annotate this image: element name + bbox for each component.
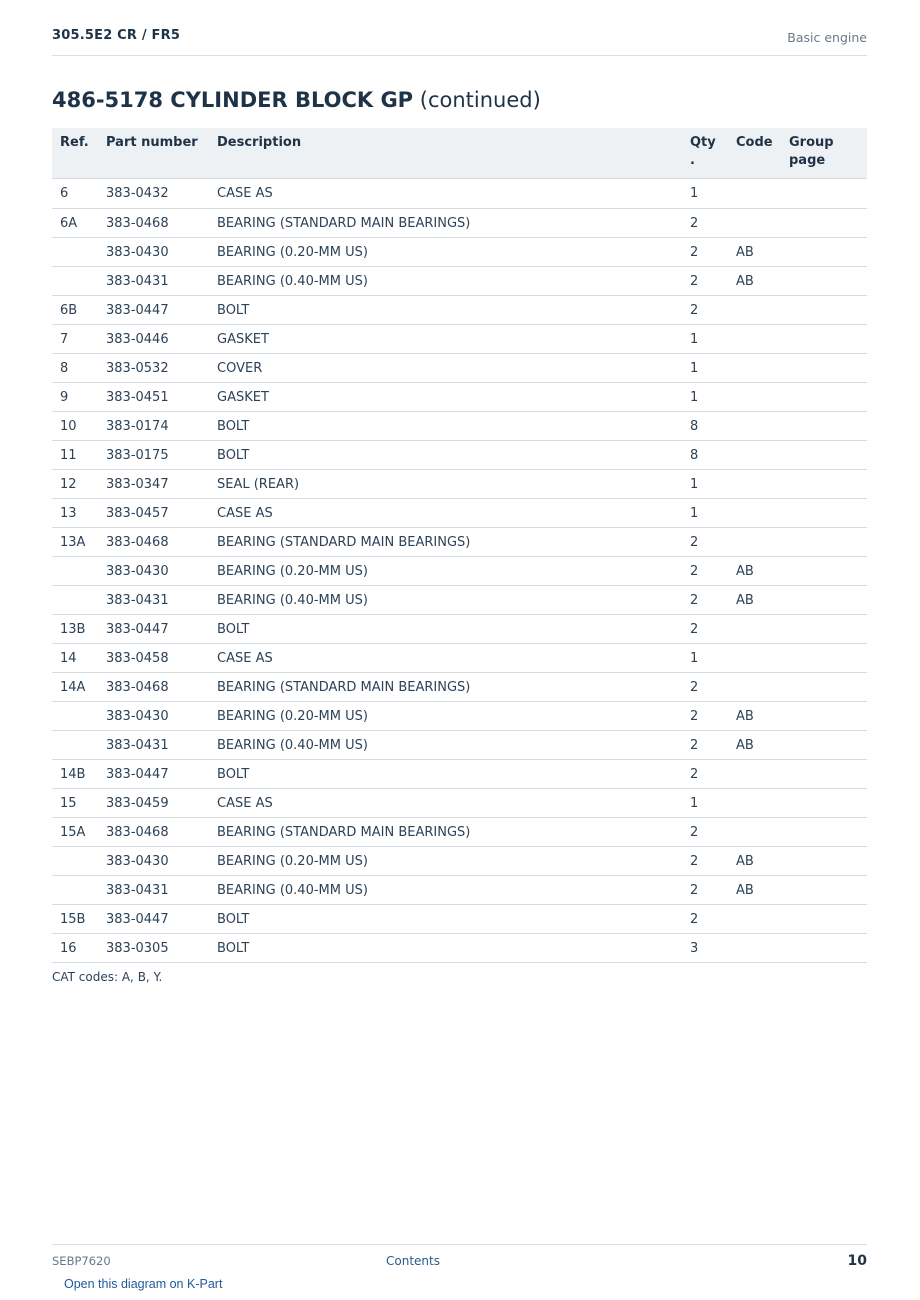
cell-group-page (781, 325, 867, 354)
cell-ref: 14B (52, 760, 98, 789)
cell-part-number: 383-0457 (98, 499, 209, 528)
cell-ref (52, 557, 98, 586)
column-header-code: Code (728, 128, 781, 179)
cell-part-number: 383-0459 (98, 789, 209, 818)
cell-code (728, 934, 781, 963)
cell-part-number: 383-0468 (98, 209, 209, 238)
cell-group-page (781, 905, 867, 934)
cell-ref: 14 (52, 644, 98, 673)
cell-part-number: 383-0430 (98, 238, 209, 267)
cell-part-number: 383-0468 (98, 818, 209, 847)
cell-code (728, 470, 781, 499)
table-row (52, 325, 867, 354)
cell-ref: 13 (52, 499, 98, 528)
cell-code (728, 441, 781, 470)
cell-group-page (781, 499, 867, 528)
cell-description: BEARING (0.20-MM US) (209, 702, 682, 731)
cell-ref: 7 (52, 325, 98, 354)
cell-part-number: 383-0532 (98, 354, 209, 383)
cell-description: CASE AS (209, 789, 682, 818)
cell-qty: 2 (682, 615, 728, 644)
cell-ref (52, 876, 98, 905)
cell-description: BOLT (209, 296, 682, 325)
cell-qty: 2 (682, 296, 728, 325)
cell-group-page (781, 267, 867, 296)
cell-description: CASE AS (209, 179, 682, 209)
table-row (52, 557, 867, 586)
cell-description: BOLT (209, 934, 682, 963)
table-row (52, 412, 867, 441)
cell-description: SEAL (REAR) (209, 470, 682, 499)
cell-code (728, 354, 781, 383)
cell-part-number: 383-0431 (98, 876, 209, 905)
cell-qty: 2 (682, 818, 728, 847)
cell-ref: 11 (52, 441, 98, 470)
cell-description: BOLT (209, 412, 682, 441)
cell-description: BEARING (0.20-MM US) (209, 557, 682, 586)
cell-description: BEARING (0.40-MM US) (209, 731, 682, 760)
table-row (52, 876, 867, 905)
cell-qty: 3 (682, 934, 728, 963)
cell-group-page (781, 760, 867, 789)
cell-qty: 2 (682, 702, 728, 731)
cell-description: BEARING (STANDARD MAIN BEARINGS) (209, 673, 682, 702)
cell-code: AB (728, 557, 781, 586)
cell-code: AB (728, 267, 781, 296)
cell-ref: 14A (52, 673, 98, 702)
cell-part-number: 383-0430 (98, 557, 209, 586)
cell-qty: 8 (682, 441, 728, 470)
table-row (52, 267, 867, 296)
cell-part-number: 383-0305 (98, 934, 209, 963)
cell-group-page (781, 818, 867, 847)
table-row (52, 702, 867, 731)
cell-code (728, 296, 781, 325)
page-number: 10 (847, 1253, 867, 1269)
table-row (52, 789, 867, 818)
cell-part-number: 383-0451 (98, 383, 209, 412)
cell-code (728, 209, 781, 238)
cell-part-number: 383-0447 (98, 296, 209, 325)
table-row (52, 615, 867, 644)
cell-code (728, 615, 781, 644)
cell-qty: 1 (682, 470, 728, 499)
document-id: SEBP7620 (52, 1254, 111, 1268)
cell-qty: 8 (682, 412, 728, 441)
cell-group-page (781, 296, 867, 325)
cell-ref: 12 (52, 470, 98, 499)
cell-group-page (781, 528, 867, 557)
cell-qty: 1 (682, 499, 728, 528)
section-label: Basic engine (787, 30, 867, 45)
cell-part-number: 383-0431 (98, 586, 209, 615)
cell-qty: 1 (682, 644, 728, 673)
cell-group-page (781, 412, 867, 441)
cell-part-number: 383-0431 (98, 267, 209, 296)
table-row (52, 673, 867, 702)
cell-qty: 2 (682, 528, 728, 557)
table-row (52, 238, 867, 267)
cell-description: BEARING (STANDARD MAIN BEARINGS) (209, 528, 682, 557)
cell-ref (52, 238, 98, 267)
cell-code (728, 528, 781, 557)
cell-group-page (781, 209, 867, 238)
cell-part-number: 383-0430 (98, 702, 209, 731)
cell-ref: 8 (52, 354, 98, 383)
cell-code (728, 789, 781, 818)
cell-qty: 2 (682, 209, 728, 238)
cell-group-page (781, 644, 867, 673)
table-row (52, 818, 867, 847)
cell-description: BEARING (0.40-MM US) (209, 586, 682, 615)
cell-qty: 2 (682, 586, 728, 615)
cell-group-page (781, 876, 867, 905)
column-header-part-number: Part number (98, 128, 209, 179)
cell-description: BEARING (STANDARD MAIN BEARINGS) (209, 818, 682, 847)
cell-code (728, 499, 781, 528)
table-row (52, 383, 867, 412)
column-header-ref: Ref. (52, 128, 98, 179)
cell-code (728, 673, 781, 702)
cell-code (728, 644, 781, 673)
table-row (52, 354, 867, 383)
cell-part-number: 383-0447 (98, 615, 209, 644)
cell-code (728, 412, 781, 441)
column-header-description: Description (209, 128, 682, 179)
cell-part-number: 383-0347 (98, 470, 209, 499)
parts-table-body (52, 179, 867, 963)
cell-code (728, 383, 781, 412)
cell-qty: 1 (682, 354, 728, 383)
cell-description: BEARING (0.40-MM US) (209, 267, 682, 296)
cell-group-page (781, 557, 867, 586)
cell-code (728, 760, 781, 789)
table-row (52, 441, 867, 470)
cell-part-number: 383-0430 (98, 847, 209, 876)
cell-qty: 2 (682, 673, 728, 702)
cell-qty: 1 (682, 325, 728, 354)
cell-code (728, 325, 781, 354)
cell-part-number: 383-0175 (98, 441, 209, 470)
page-footer (52, 1244, 867, 1275)
cell-ref: 15B (52, 905, 98, 934)
cell-description: GASKET (209, 325, 682, 354)
contents-link[interactable]: Contents (386, 1254, 440, 1268)
cell-description: CASE AS (209, 644, 682, 673)
cell-description: BEARING (0.40-MM US) (209, 876, 682, 905)
cell-ref (52, 586, 98, 615)
cell-group-page (781, 702, 867, 731)
table-row (52, 847, 867, 876)
open-kpart-link[interactable]: Open this diagram on K-Part (64, 1277, 223, 1291)
cell-code: AB (728, 586, 781, 615)
model-label: 305.5E2 CR / FR5 (52, 28, 181, 43)
cell-ref: 9 (52, 383, 98, 412)
cell-group-page (781, 934, 867, 963)
table-row (52, 470, 867, 499)
cell-group-page (781, 673, 867, 702)
cell-qty: 1 (682, 383, 728, 412)
cell-ref: 16 (52, 934, 98, 963)
column-header-group-page: Group page (781, 128, 867, 179)
cell-qty: 2 (682, 731, 728, 760)
cell-qty: 2 (682, 760, 728, 789)
table-row (52, 731, 867, 760)
cell-part-number: 383-0174 (98, 412, 209, 441)
parts-table-header (52, 128, 867, 179)
continued-label: (continued) (419, 88, 541, 112)
table-row (52, 905, 867, 934)
cell-part-number: 383-0458 (98, 644, 209, 673)
cell-group-page (781, 470, 867, 499)
cell-ref: 6 (52, 179, 98, 209)
cell-group-page (781, 441, 867, 470)
cell-group-page (781, 354, 867, 383)
cell-part-number: 383-0468 (98, 528, 209, 557)
cell-description: COVER (209, 354, 682, 383)
cell-qty: 2 (682, 267, 728, 296)
cell-part-number: 383-0431 (98, 731, 209, 760)
cell-description: BOLT (209, 760, 682, 789)
cell-ref: 13A (52, 528, 98, 557)
table-row (52, 179, 867, 209)
cell-part-number: 383-0447 (98, 760, 209, 789)
cell-qty: 1 (682, 179, 728, 209)
cat-codes-note: CAT codes: A, B, Y. (52, 970, 163, 984)
cell-description: BEARING (STANDARD MAIN BEARINGS) (209, 209, 682, 238)
cell-part-number: 383-0446 (98, 325, 209, 354)
table-row (52, 499, 867, 528)
group-title: 486-5178 CYLINDER BLOCK GP (52, 88, 414, 112)
cell-description: CASE AS (209, 499, 682, 528)
table-row (52, 934, 867, 963)
table-row (52, 528, 867, 557)
cell-description: BOLT (209, 441, 682, 470)
page-header (52, 28, 867, 56)
cell-qty: 2 (682, 557, 728, 586)
cell-qty: 1 (682, 789, 728, 818)
cell-code (728, 818, 781, 847)
cell-group-page (781, 586, 867, 615)
cell-ref: 6A (52, 209, 98, 238)
cell-qty: 2 (682, 905, 728, 934)
cell-ref (52, 702, 98, 731)
cell-qty: 2 (682, 847, 728, 876)
cell-ref: 6B (52, 296, 98, 325)
cell-qty: 2 (682, 876, 728, 905)
cell-part-number: 383-0447 (98, 905, 209, 934)
cell-group-page (781, 615, 867, 644)
cell-group-page (781, 383, 867, 412)
cell-description: BOLT (209, 905, 682, 934)
cell-code: AB (728, 731, 781, 760)
cell-group-page (781, 179, 867, 209)
cell-group-page (781, 238, 867, 267)
cell-ref (52, 731, 98, 760)
cell-description: BEARING (0.20-MM US) (209, 238, 682, 267)
cell-code: AB (728, 702, 781, 731)
cell-code: AB (728, 238, 781, 267)
cell-ref: 15 (52, 789, 98, 818)
cell-code: AB (728, 847, 781, 876)
cell-group-page (781, 789, 867, 818)
column-header-qty: Qty . (682, 128, 728, 179)
cell-code: AB (728, 876, 781, 905)
table-row (52, 644, 867, 673)
cell-qty: 2 (682, 238, 728, 267)
cell-group-page (781, 847, 867, 876)
cell-description: BOLT (209, 615, 682, 644)
cell-ref: 15A (52, 818, 98, 847)
cell-ref (52, 847, 98, 876)
table-row (52, 209, 867, 238)
cell-code (728, 179, 781, 209)
table-row (52, 586, 867, 615)
cell-part-number: 383-0432 (98, 179, 209, 209)
cell-ref (52, 267, 98, 296)
cell-group-page (781, 731, 867, 760)
cell-part-number: 383-0468 (98, 673, 209, 702)
page-title (52, 88, 541, 112)
parts-table (52, 128, 867, 963)
cell-code (728, 905, 781, 934)
cell-description: GASKET (209, 383, 682, 412)
table-row (52, 760, 867, 789)
cell-ref: 10 (52, 412, 98, 441)
cell-description: BEARING (0.20-MM US) (209, 847, 682, 876)
cell-ref: 13B (52, 615, 98, 644)
table-row (52, 296, 867, 325)
